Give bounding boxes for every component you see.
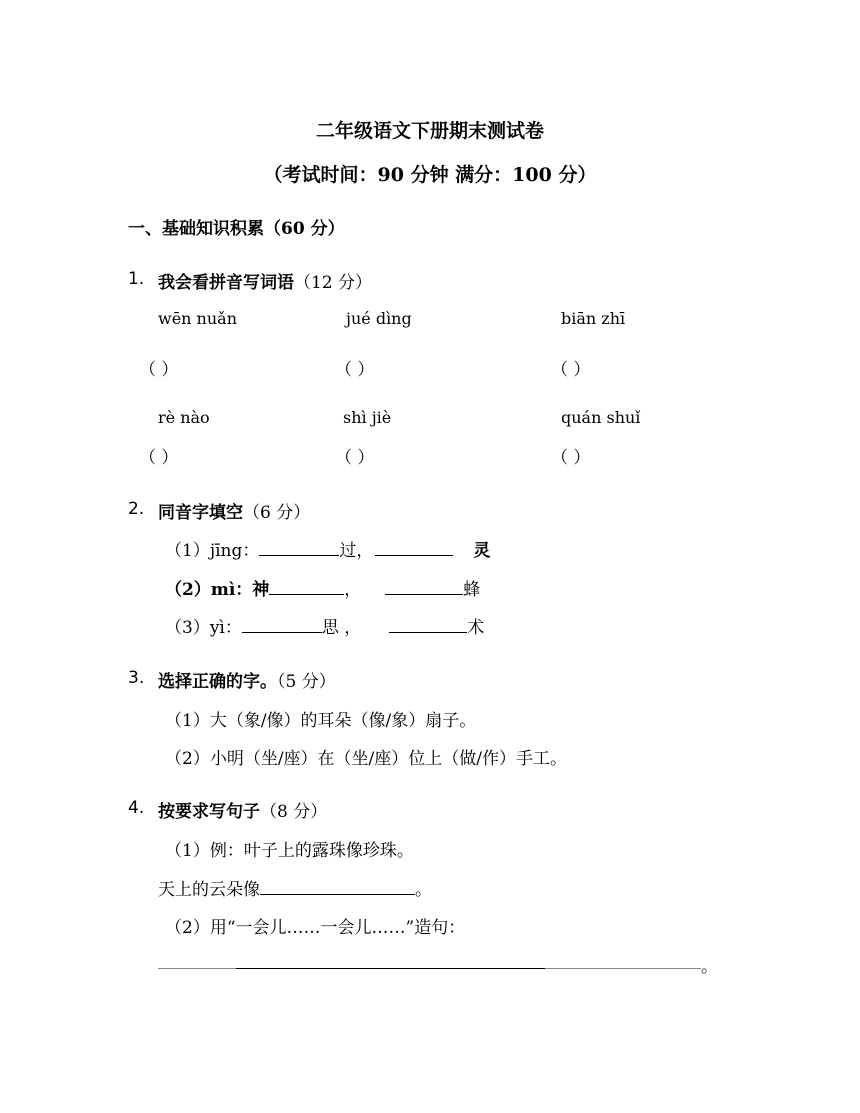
question-score: （5 分） (277, 672, 336, 692)
answer-box[interactable]: （ ） (551, 448, 591, 468)
question-title (158, 498, 310, 523)
line-text: 。 (415, 880, 432, 900)
line-text: 术 (467, 618, 485, 638)
question-title (158, 797, 327, 822)
line-text: 灵 (473, 541, 491, 561)
pinyin-item: shì jiè (343, 408, 392, 427)
pinyin-item: biān zhī (561, 309, 626, 328)
question-line: （2）小明（坐/座）在（坐/座）位上（做/作）手工。 (165, 749, 567, 769)
fill-line-2 (165, 575, 480, 600)
answer-box[interactable]: （ ） (335, 360, 375, 380)
pinyin-item: jué dìng (346, 309, 412, 328)
question-number: 4. (128, 798, 145, 818)
question-line: （1）例：叶子上的露珠像珍珠。 (165, 841, 414, 861)
fill-line-3 (165, 613, 484, 638)
question-score: （8 分） (260, 802, 328, 822)
question-number: 1. (128, 269, 145, 289)
question-line: （1）大（象/像）的耳朵（像/象）扇子。 (165, 711, 477, 731)
answer-line-middle[interactable] (236, 968, 545, 969)
question-title-text: 按要求写句子 (158, 802, 260, 822)
question-line (158, 875, 432, 900)
blank[interactable] (242, 616, 322, 633)
line-text: ， (344, 580, 362, 600)
exam-info: （考试时间：90 分钟 满分：100 分） (263, 164, 597, 186)
answer-line-left[interactable] (158, 968, 236, 969)
line-prefix: （2）mì：神 (165, 580, 270, 600)
pinyin-item: rè nào (158, 408, 210, 427)
page-title: 二年级语文下册期末测试卷 (315, 120, 544, 142)
blank[interactable] (260, 878, 415, 895)
question-title (158, 667, 336, 692)
line-prefix: （3）yì： (165, 618, 242, 638)
section-heading: 一、基础知识积累（60 分） (128, 219, 345, 239)
question-number: 3. (128, 668, 145, 688)
blank[interactable] (385, 578, 463, 595)
question-score: （12 分） (294, 273, 373, 293)
question-line: （2）用“一会儿……一会儿……”造句： (165, 918, 466, 938)
blank[interactable] (259, 539, 339, 556)
line-text: 过， (339, 541, 374, 561)
blank[interactable] (375, 539, 453, 556)
question-score: （6 分） (243, 503, 311, 523)
blank[interactable] (389, 616, 467, 633)
line-end-mark: 。 (701, 957, 718, 977)
question-title (158, 268, 372, 293)
pinyin-item: quán shuǐ (561, 408, 641, 427)
answer-box[interactable]: （ ） (551, 360, 591, 380)
fill-line-1 (165, 536, 490, 561)
line-prefix: （1）jīng： (165, 541, 260, 561)
line-text: 蜂 (463, 580, 481, 600)
answer-line-right[interactable] (545, 968, 701, 969)
line-prefix: 天上的云朵像 (158, 880, 260, 900)
answer-box[interactable]: （ ） (335, 448, 375, 468)
answer-box[interactable]: （ ） (139, 448, 179, 468)
answer-box[interactable]: （ ） (139, 360, 179, 380)
blank[interactable] (269, 578, 344, 595)
question-title-text: 我会看拼音写词语 (158, 273, 294, 293)
question-number: 2. (128, 499, 145, 519)
line-text: 思 ， (321, 618, 362, 638)
pinyin-item: wēn nuǎn (158, 309, 238, 328)
question-title-text: 选择正确的字。 (158, 672, 277, 692)
question-title-text: 同音字填空 (158, 503, 243, 523)
